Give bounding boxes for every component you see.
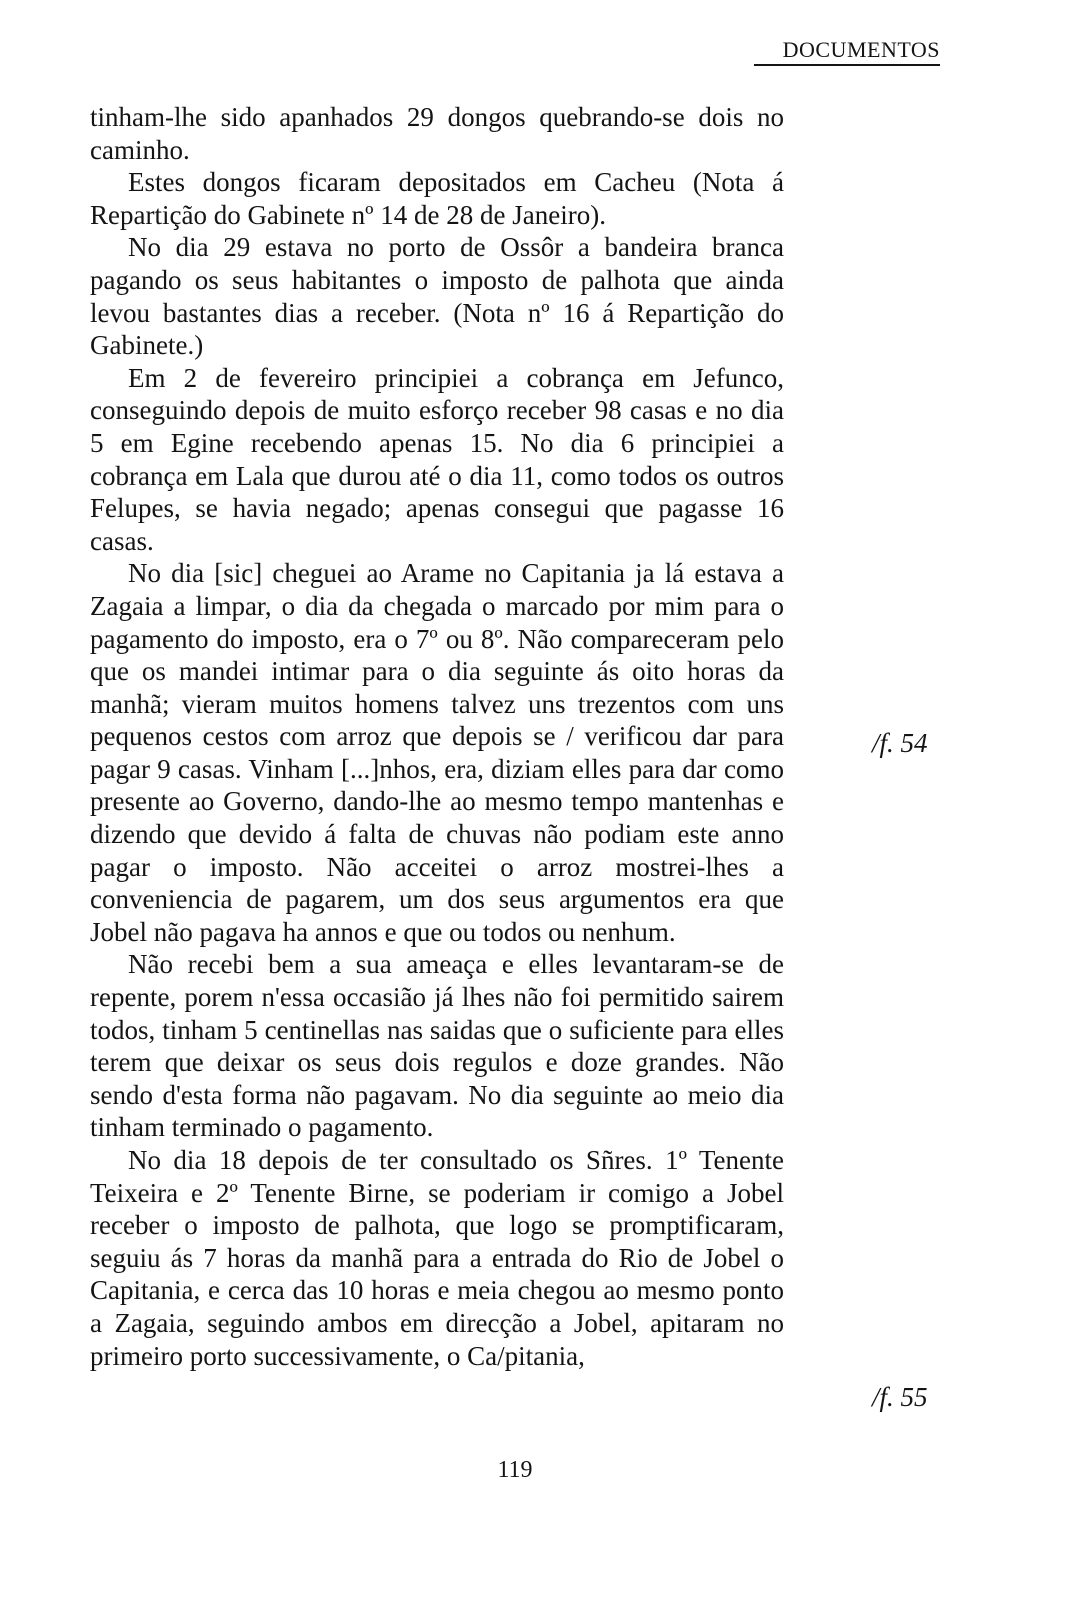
folio-marker-55: /f. 55 xyxy=(872,1382,928,1412)
paragraph: Em 2 de fevereiro principiei a cobrança em Jefunco, conseguindo depois de muito esforço receber 98 casas e no dia 5 em Egine recebendo apenas 15. No dia 6 principiei a cobrança em Lala que durou até o dia 11, como todos os outros Felupes, se havia negado; apenas consegui que pagasse 16 casas. xyxy=(90,362,784,556)
folio-marker-54: /f. 54 xyxy=(872,728,928,758)
paragraph: Estes dongos ficaram depositados em Cacheu (Nota á Repartição do Gabinete nº 14 de 28 de Janeiro). xyxy=(90,167,784,230)
paragraph: tinham-lhe sido apanhados 29 dongos quebrando-se dois no caminho. xyxy=(90,102,784,165)
paragraph: No dia 18 depois de ter consultado os Sñres. 1º Tenente Teixeira e 2º Tenente Birne, se poderiam ir comigo a Jobel receber o imposto de palhota, que logo se promptificaram, seguiu ás 7 horas da manhã para a entrada do Rio de Jobel o Capitania, e cerca das 10 horas e meia chegou ao mesmo ponto a Zagaia, seguindo ambos em direcção a Jobel, apitaram no primeiro porto successivamente, o Ca/pitania, xyxy=(90,1145,784,1371)
body-text xyxy=(90,101,784,1372)
paragraph: No dia 29 estava no porto de Ossôr a bandeira branca pagando os seus habitantes o imposto de palhota que ainda levou bastantes dias a receber. (Nota nº 16 á Repartição do Gabinete.) xyxy=(90,232,784,361)
paragraph: Não recebi bem a sua ameaça e elles levantaram-se de repente, porem n'essa occasião já lhes não foi permitido sairem todos, tinham 5 centinellas nas saidas que o suficiente para elles terem que deixar os seus dois regulos e doze grandes. Não sendo d'esta forma não pagavam. No dia seguinte ao meio dia tinham terminado o pagamento. xyxy=(90,949,784,1143)
running-header: DOCUMENTOS xyxy=(754,38,940,66)
paragraph: No dia [sic] cheguei ao Arame no Capitania ja lá estava a Zagaia a limpar, o dia da chegada o marcado por mim para o pagamento do imposto, era o 7º ou 8º. Não compareceram pelo que os mandei intimar para o dia seguinte ás oito horas da manhã; vieram muitos homens talvez uns trezentos com uns pequenos cestos com arroz que depois se / verificou dar para pagar 9 casas. Vinham [...]nhos, era, diziam elles para dar como presente ao Governo, dando-lhe ao mesmo tempo mantenhas e dizendo que devido á falta de chuvas não podiam este anno pagar o imposto. Não acceitei o arroz mostrei-lhes a conveniencia de pagarem, um dos seus argumentos era que Jobel não pagava ha annos e que ou todos ou nenhum. xyxy=(90,558,784,947)
page-number: 119 xyxy=(497,1457,533,1483)
